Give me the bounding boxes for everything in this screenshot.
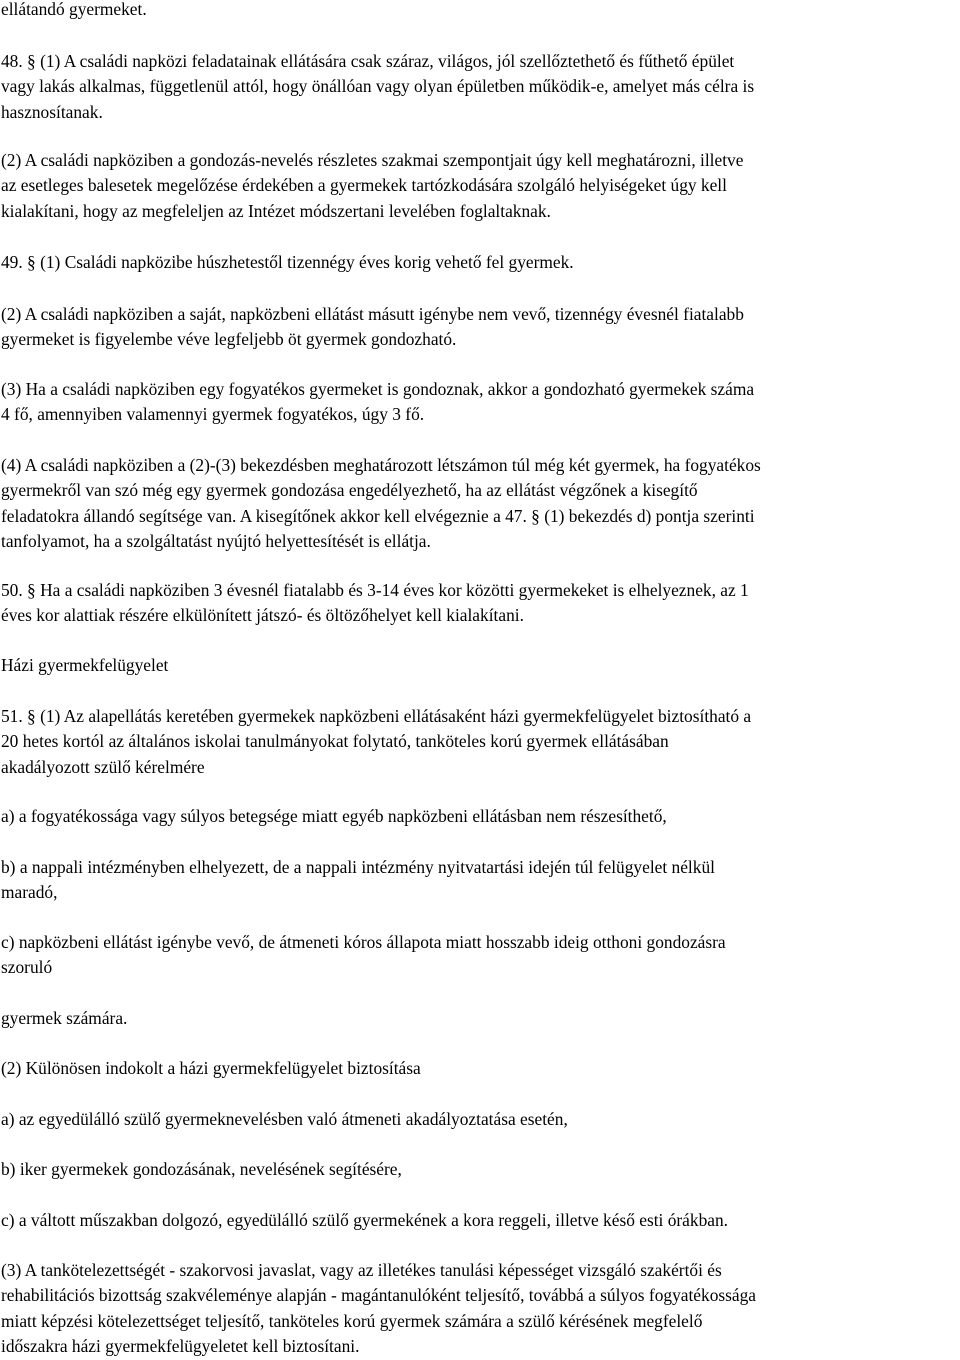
text-line: a) az egyedülálló szülő gyermeknevelésben való átmeneti akadályoztatása esetén, xyxy=(1,1109,568,1129)
list-item-b xyxy=(1,1157,959,1182)
text-line: éves kor alattiak részére elkülönített játszó- és öltözőhelyet kell kialakítani. xyxy=(1,605,524,626)
text-line: c) a váltott műszakban dolgozó, egyedülálló szülő gyermekének a kora reggeli, illetve késő esti órákban. xyxy=(1,1210,729,1230)
text-line: 4 fő, amennyiben valamennyi gyermek fogyatékos, úgy 3 fő. xyxy=(1,404,425,425)
text-line: (2) A családi napköziben a saját, napközbeni ellátást másutt igénybe nem vevő, tizennégy évesnél fiatalabb xyxy=(1,304,744,324)
text-line: miatt képzési kötelezettséget teljesítő, tanköteles korú gyermek számára a szülő kérésének megfelelő xyxy=(1,1310,703,1331)
text-line: ellátandó gyermeket. xyxy=(1,0,147,19)
paragraph-51-1-end xyxy=(1,1006,959,1031)
text-line: gyermeket is figyelembe véve legfeljebb öt gyermek gondozható. xyxy=(1,329,457,350)
paragraph-continuation xyxy=(1,0,959,22)
paragraph-49-1 xyxy=(1,250,959,275)
text-line: b) a nappali intézményben elhelyezett, de a nappali intézmény nyitvatartási idején túl felügyelet nélkül xyxy=(1,857,715,877)
section-heading xyxy=(1,653,959,678)
text-line: vagy lakás alkalmas, függetlenül attól, hogy önállóan vagy olyan épületben működik-e, amelyet más célra is xyxy=(1,76,755,97)
paragraph-48-2 xyxy=(1,148,959,224)
text-line: (2) A családi napköziben a gondozás-nevelés részletes szakmai szempontjait úgy kell meghatározni, illetve xyxy=(1,150,744,170)
text-line: kialakítani, hogy az megfeleljen az Intézet módszertani levelében foglaltaknak. xyxy=(1,200,551,221)
text-line: 49. § (1) Családi napközibe húszhetestől tizennégy éves korig vehető fel gyermek. xyxy=(1,252,574,272)
text-line: (3) A tankötelezettségét - szakorvosi javaslat, vagy az illetékes tanulási képességet vizsgáló szakértői és xyxy=(1,1260,722,1280)
text-line: 50. § Ha a családi napköziben 3 évesnél fiatalabb és 3-14 éves kor közötti gyermekeket is elhelyeznek, az 1 xyxy=(1,580,749,600)
text-line: b) iker gyermekek gondozásának, nevelésének segítésére, xyxy=(1,1159,402,1179)
list-item-b xyxy=(1,855,959,906)
paragraph-51-2 xyxy=(1,1056,959,1081)
paragraph-49-2 xyxy=(1,302,959,353)
text-line: az esetleges balesetek megelőzése érdekében a gyermekek tartózkodására szolgáló helyiségeket úgy kell xyxy=(1,175,727,196)
text-line: akadályozott szülő kérelmére xyxy=(1,756,205,777)
text-line: maradó, xyxy=(1,882,58,903)
text-line: szoruló xyxy=(1,957,53,978)
text-line: rehabilitációs bizottság szakvéleménye alapján - magántanulóként teljesítő, továbbá a súlyos fogyatékossága xyxy=(1,1285,757,1306)
text-line: gyermekről van szó még egy gyermek gondozása engedélyezhető, ha az ellátást végzőnek a kisegítő xyxy=(1,480,698,501)
list-item-c xyxy=(1,1208,959,1233)
text-line: gyermek számára. xyxy=(1,1008,128,1028)
list-item-a xyxy=(1,1107,959,1132)
text-line: (2) Különösen indokolt a házi gyermekfelügyelet biztosítása xyxy=(1,1058,421,1078)
paragraph-51-1 xyxy=(1,704,959,780)
text-line: c) napközbeni ellátást igénybe vevő, de átmeneti kóros állapota miatt hosszabb ideig otthoni gondozásra xyxy=(1,932,726,952)
text-line: 20 hetes kortól az általános iskolai tanulmányokat folytató, tanköteles korú gyermek ellátásában xyxy=(1,731,669,752)
text-line: a) a fogyatékossága vagy súlyos betegsége miatt egyéb napközbeni ellátásban nem részesíthető, xyxy=(1,806,667,826)
text-line: tanfolyamot, ha a szolgáltatást nyújtó helyettesítését is ellátja. xyxy=(1,531,431,552)
text-line: feladatokra állandó segítsége van. A kisegítőnek akkor kell elvégeznie a 47. § (1) bekezdés d) pontja szerinti xyxy=(1,505,755,526)
paragraph-49-3 xyxy=(1,377,959,428)
text-line: 51. § (1) Az alapellátás keretében gyermekek napközbeni ellátásaként házi gyermekfelügyelet biztosítható a xyxy=(1,706,752,726)
text-line: időszakra házi gyermekfelügyeletet kell biztosítani. xyxy=(1,1336,360,1357)
list-item-a xyxy=(1,804,959,829)
paragraph-50 xyxy=(1,578,959,629)
section-heading-text: Házi gyermekfelügyelet xyxy=(1,655,169,675)
text-line: hasznosítanak. xyxy=(1,101,103,122)
paragraph-49-4 xyxy=(1,453,959,555)
text-line: (3) Ha a családi napköziben egy fogyatékos gyermeket is gondoznak, akkor a gondozható gyermekek száma xyxy=(1,379,755,399)
text-line: (4) A családi napköziben a (2)-(3) bekezdésben meghatározott létszámon túl még két gyermek, ha fogyatékos xyxy=(1,455,761,475)
text-line: 48. § (1) A családi napközi feladatainak ellátására csak száraz, világos, jól szellőztethető és fűthető épület xyxy=(1,51,735,71)
paragraph-48-1 xyxy=(1,49,959,125)
list-item-c xyxy=(1,930,959,981)
paragraph-51-3 xyxy=(1,1258,959,1360)
